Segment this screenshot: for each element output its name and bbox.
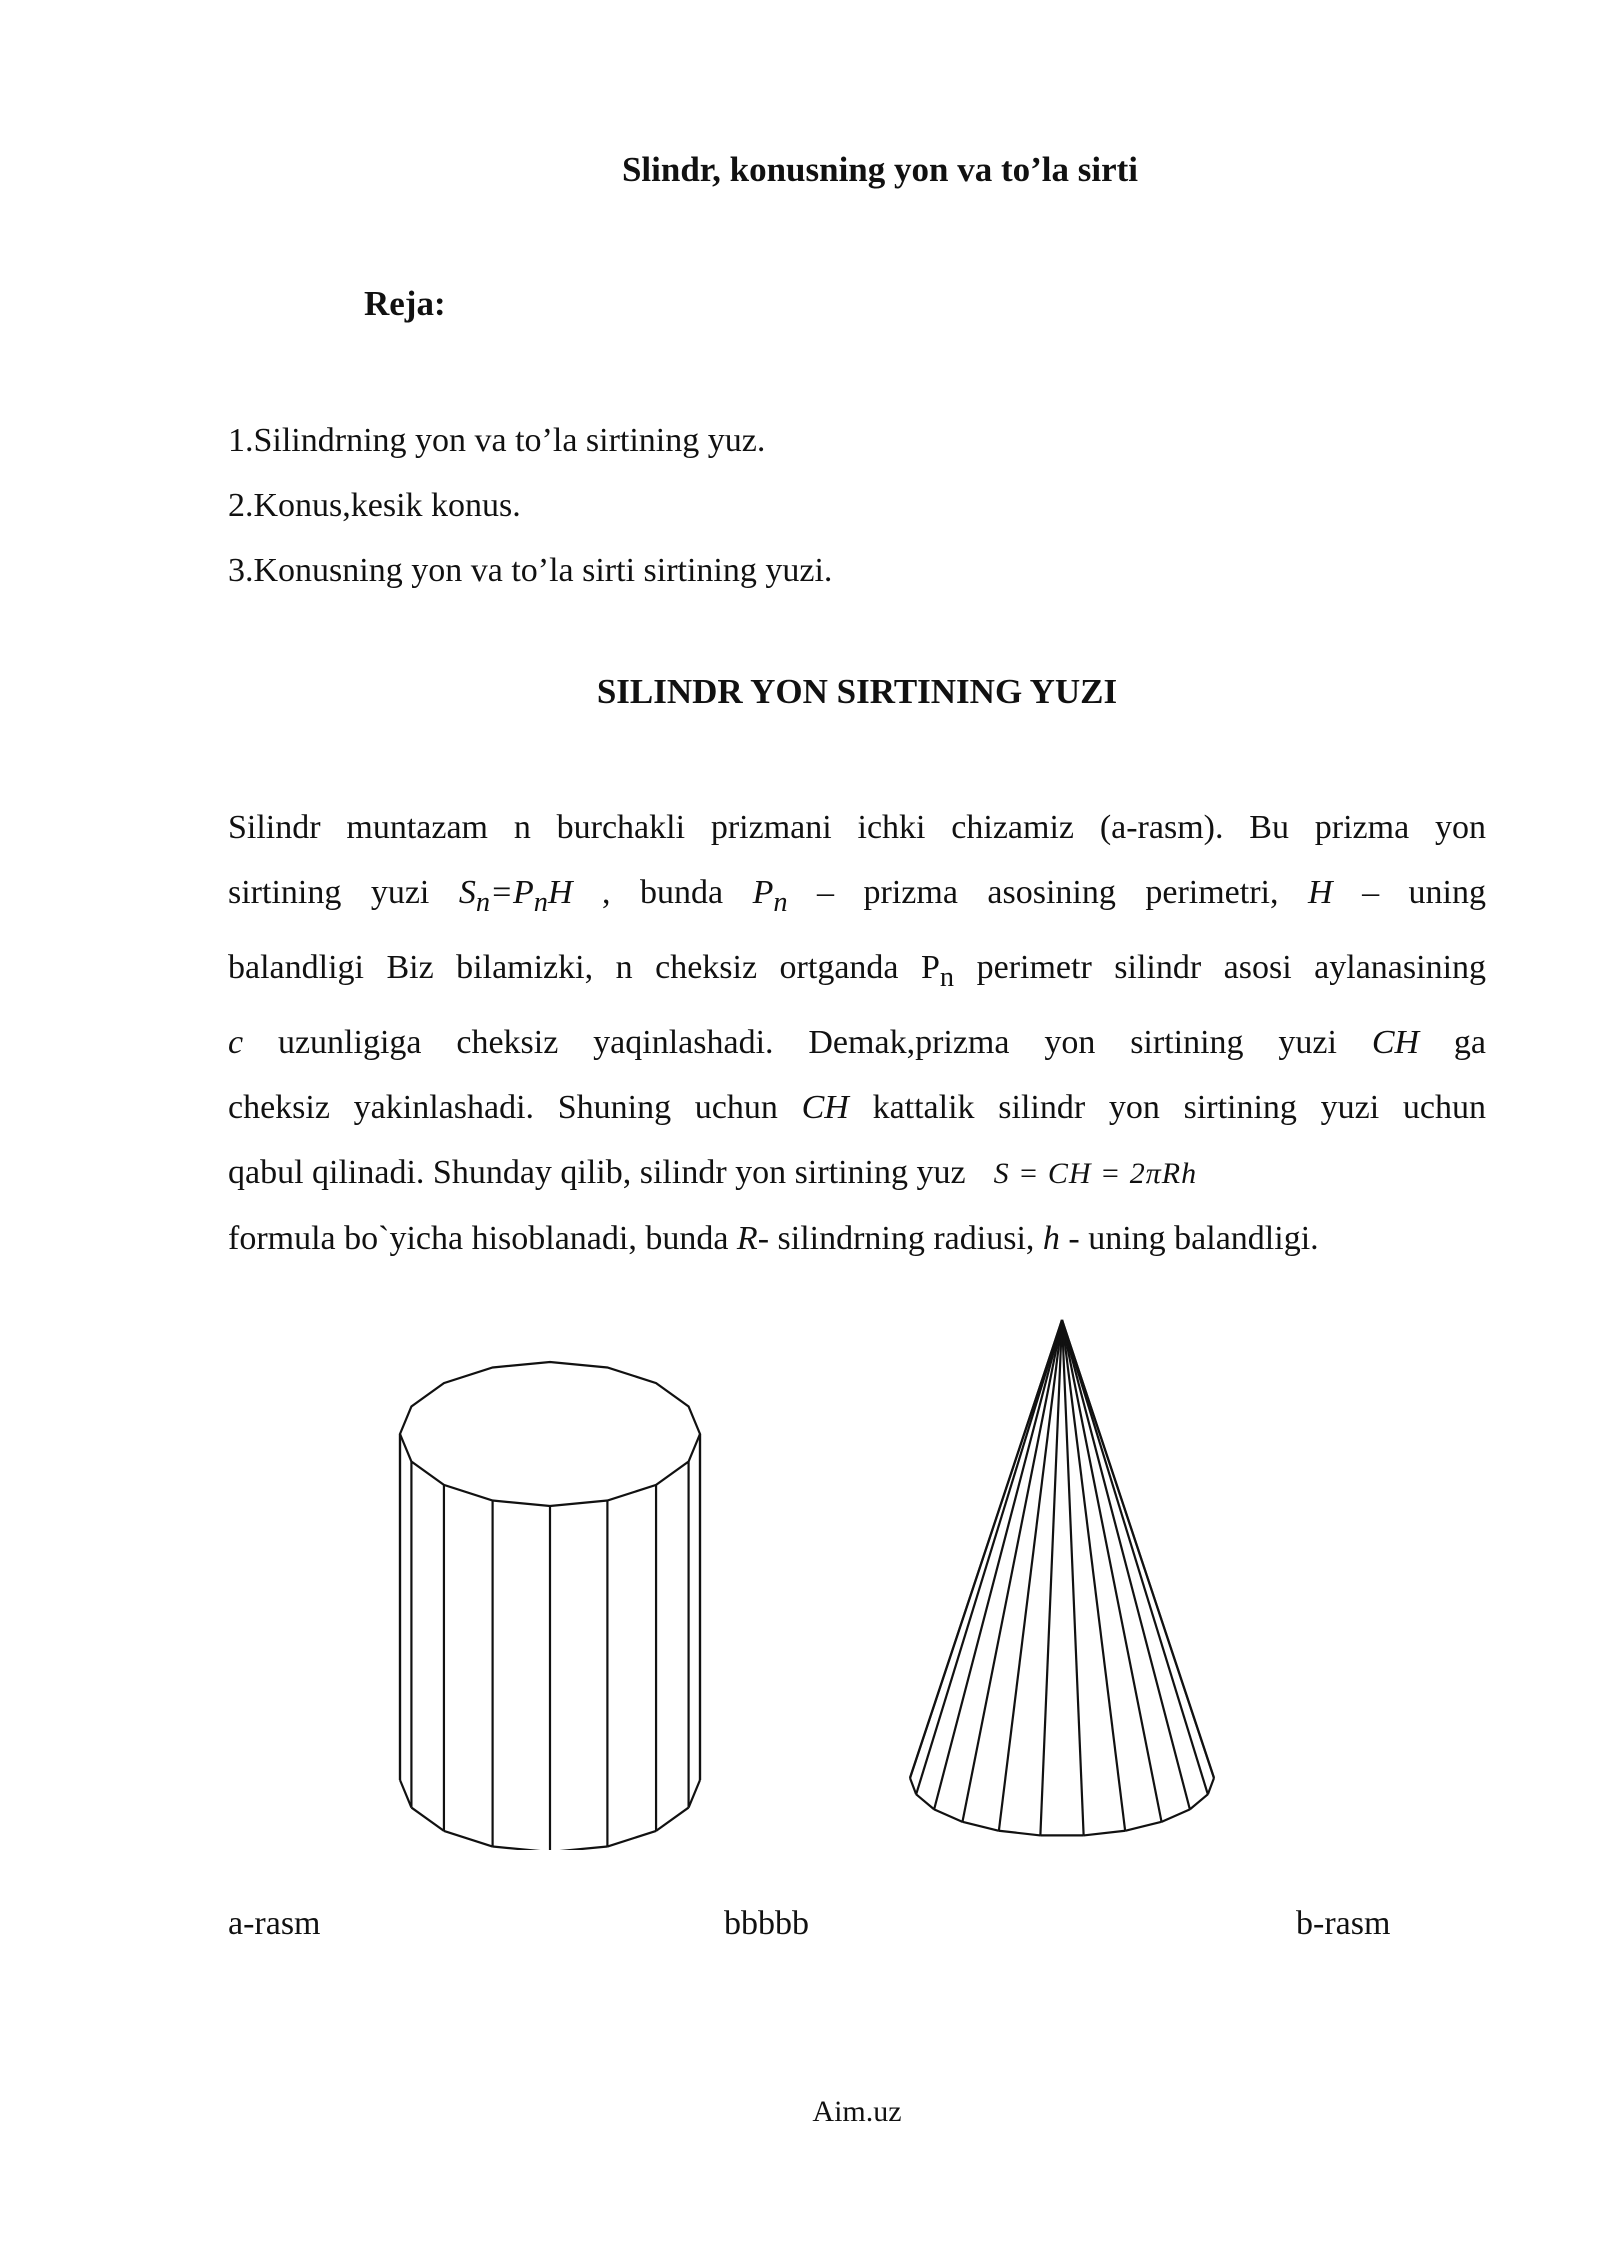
cone-edge: [1040, 1320, 1062, 1835]
cone-edge: [999, 1320, 1062, 1831]
cone-base-edge: [962, 1822, 998, 1831]
cone-edge: [934, 1320, 1062, 1809]
cylinder-bottom-edge: [607, 1831, 656, 1847]
figures: [390, 1310, 1270, 1850]
para-line-4: c uzunligiga cheksiz yaqinlashadi. Demak,prizma yon sirtining yuzi CH ga: [228, 1023, 1487, 1061]
para-line-6: qabul qilinadi. Shunday qilib, silindr yon sirtining yuz S = CH = 2πRh: [228, 1153, 1198, 1191]
plan-item-3: 3.Konusning yon va to’la sirti sirtining yuzi.: [228, 552, 833, 589]
cone-edge: [962, 1320, 1062, 1822]
cone-edge: [1062, 1320, 1214, 1778]
cone-figure: [910, 1320, 1214, 1835]
plan-item-1: 1.Silindrning yon va to’la sirtining yuz.: [228, 422, 766, 459]
para-line-7: formula bo`yicha hisoblanadi, bunda R- silindrning radiusi, h - uning balandligi.: [228, 1219, 1319, 1257]
section-heading: SILINDR YON SIRTINING YUZI: [596, 672, 1118, 711]
cone-base-edge: [1125, 1822, 1161, 1831]
cylinder-bottom-edge: [444, 1831, 493, 1847]
cylinder-bottom-edge: [689, 1780, 700, 1808]
cone-edge: [1062, 1320, 1125, 1831]
plan-heading: Reja:: [364, 284, 446, 323]
cylinder-bottom-edge: [656, 1808, 689, 1831]
cone-edge: [1062, 1320, 1084, 1835]
cone-edge: [1062, 1320, 1208, 1794]
cylinder-bottom-edge: [411, 1808, 444, 1831]
cone-base-edge: [916, 1794, 934, 1809]
caption-middle: bbbbb: [724, 1905, 809, 1942]
cone-base-edge: [1162, 1809, 1190, 1821]
cone-base-edge: [999, 1831, 1041, 1836]
area-formula: S = CH = 2πRh: [993, 1156, 1198, 1190]
cylinder-top-base: [400, 1362, 700, 1506]
cylinder-figure: [400, 1362, 700, 1850]
para-line-5: cheksiz yakinlashadi. Shuning uchun CH kattalik silindr yon sirtining yuzi uchun: [228, 1088, 1486, 1126]
caption-b: b-rasm: [1296, 1905, 1391, 1942]
body-paragraph: [228, 795, 1486, 1271]
cone-base-edge: [934, 1809, 962, 1821]
cylinder-bottom-edge: [400, 1780, 411, 1808]
page-title: Slindr, konusning yon va to’la sirti: [621, 150, 1139, 189]
cone-edge: [916, 1320, 1062, 1794]
cone-base-edge: [1084, 1831, 1126, 1836]
cone-base-edge: [1208, 1778, 1214, 1794]
plan-item-2: 2.Konus,kesik konus.: [228, 487, 521, 524]
cone-edge: [910, 1320, 1062, 1778]
cone-base-edge: [1190, 1794, 1208, 1809]
footer-site: Aim.uz: [812, 2095, 902, 2128]
para-line-3: balandligi Biz bilamizki, n cheksiz ortganda $P_n$ perimetr silindr asosi aylanasining: [228, 948, 1487, 993]
cone-edge: [1062, 1320, 1190, 1809]
cylinder-bottom-edge: [550, 1847, 607, 1850]
plan-list: [228, 408, 832, 603]
cylinder-bottom-edge: [493, 1847, 550, 1850]
para-line-2: sirtining yuzi $S_n=P_nH$ , bunda $P_n$ – prizma asosining perimetri, H – uning: [228, 874, 1487, 918]
cone-edge: [1062, 1320, 1162, 1822]
cone-base-edge: [910, 1778, 916, 1794]
caption-a: a-rasm: [228, 1905, 321, 1942]
para-line-1: Silindr muntazam n burchakli prizmani ichki chizamiz (a-rasm). Bu prizma yon: [228, 809, 1486, 846]
